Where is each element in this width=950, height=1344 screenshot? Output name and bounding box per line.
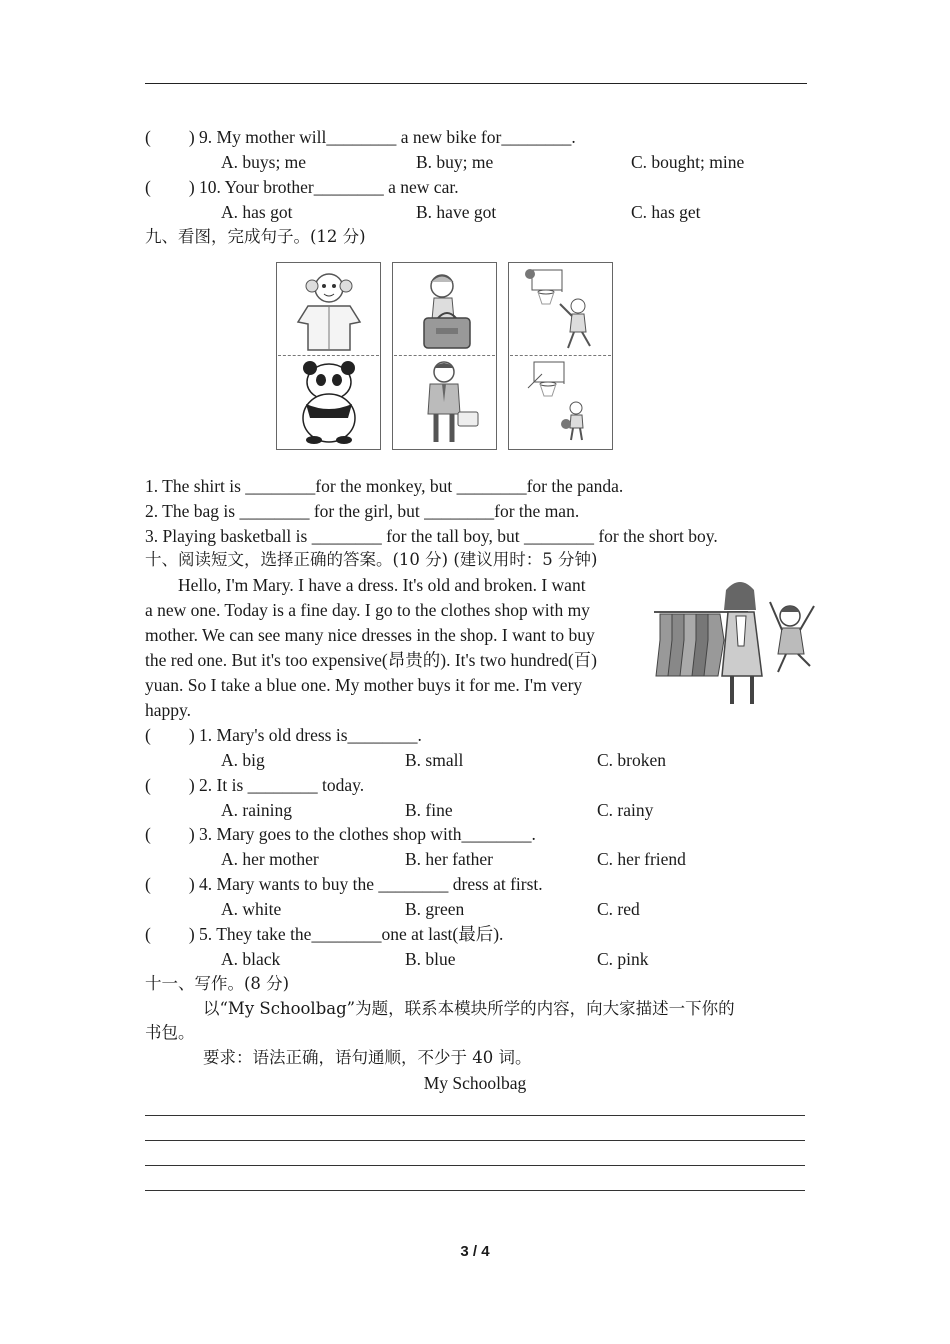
section-9-sentence-2: 2. The bag is ________ for the girl, but ________for the man. (145, 501, 580, 521)
rq5-option-b: B. blue (405, 949, 456, 969)
panda-shirt-icon (288, 360, 370, 444)
rq5-option-a: A. black (221, 949, 281, 969)
rq2-option-a: A. raining (221, 800, 292, 820)
rq1-option-a: A. big (221, 750, 265, 770)
reading-question-5: ( ) 5. They take the________one at last(最后). (145, 924, 504, 944)
question-10: ( ) 10. Your brother________ a new car. (145, 177, 459, 197)
passage-line-4: the red one. But it's too expensive(昂贵的). It's two hundred(百) (145, 650, 597, 670)
reading-question-1: ( ) 1. Mary's old dress is________. (145, 725, 422, 745)
rq4-option-c: C. red (597, 899, 640, 919)
writing-prompt-line-1: 以“My Schoolbag”为题，联系本模块所学的内容，向大家描述一下你的 (203, 999, 735, 1018)
q9-option-a: A. buys; me (221, 152, 307, 172)
monkey-shirt-icon (286, 270, 372, 354)
passage-line-3: mother. We can see many nice dresses in the shop. I want to buy (145, 625, 595, 645)
short-boy-basketball-icon (516, 358, 606, 446)
writing-line[interactable] (145, 1140, 805, 1141)
writing-requirement: 要求：语法正确，语句通顺，不少于 40 词。 (203, 1048, 532, 1067)
man-bag-icon (408, 358, 484, 446)
q10-option-a: A. has got (221, 202, 293, 222)
passage-line-5: yuan. So I take a blue one. My mother buys it for me. I'm very (145, 675, 583, 695)
section-11-title: 十一、写作。(8 分) (145, 974, 290, 993)
q10-option-b: B. have got (416, 202, 497, 222)
rq1-option-c: C. broken (597, 750, 667, 770)
section-10-title: 十、阅读短文，选择正确的答案。(10 分) (建议用时：5 分钟) (145, 550, 598, 569)
girl-bag-icon (406, 268, 486, 354)
rq2-option-c: C. rainy (597, 800, 654, 820)
passage-line-6: happy. (145, 700, 192, 720)
section-9-title: 九、看图，完成句子。(12 分) (145, 227, 366, 246)
writing-line[interactable] (145, 1165, 805, 1166)
rq3-option-a: A. her mother (221, 849, 319, 869)
rq5-option-c: C. pink (597, 949, 649, 969)
rq2-option-b: B. fine (405, 800, 453, 820)
section-9-sentence-1: 1. The shirt is ________for the monkey, but ________for the panda. (145, 476, 624, 496)
clothes-shop-illustration (650, 576, 820, 712)
panel-divider (510, 355, 611, 356)
page-number: 3 / 4 (460, 1243, 490, 1260)
passage-line-1: Hello, I'm Mary. I have a dress. It's old and broken. I want (178, 575, 586, 595)
reading-question-4: ( ) 4. Mary wants to buy the ________ dress at first. (145, 874, 543, 894)
rq4-option-a: A. white (221, 899, 282, 919)
panel-divider (278, 355, 379, 356)
writing-line[interactable] (145, 1190, 805, 1191)
rq4-option-b: B. green (405, 899, 465, 919)
writing-prompt-line-2: 书包。 (145, 1023, 195, 1042)
reading-question-2: ( ) 2. It is ________ today. (145, 775, 365, 795)
rq3-option-c: C. her friend (597, 849, 686, 869)
reading-question-3: ( ) 3. Mary goes to the clothes shop with________. (145, 824, 536, 844)
q9-option-b: B. buy; me (416, 152, 494, 172)
q10-option-c: C. has get (631, 202, 701, 222)
essay-title: My Schoolbag (423, 1073, 527, 1093)
question-9: ( ) 9. My mother will________ a new bike for________. (145, 127, 576, 147)
rq3-option-b: B. her father (405, 849, 493, 869)
rq1-option-b: B. small (405, 750, 464, 770)
section-9-sentence-3: 3. Playing basketball is ________ for the tall boy, but ________ for the short boy. (145, 526, 718, 546)
tall-boy-basketball-icon (516, 268, 606, 354)
header-rule (145, 83, 807, 84)
panel-divider (394, 355, 495, 356)
q9-option-c: C. bought; mine (631, 152, 745, 172)
writing-line[interactable] (145, 1115, 805, 1116)
passage-line-2: a new one. Today is a fine day. I go to the clothes shop with my (145, 600, 590, 620)
